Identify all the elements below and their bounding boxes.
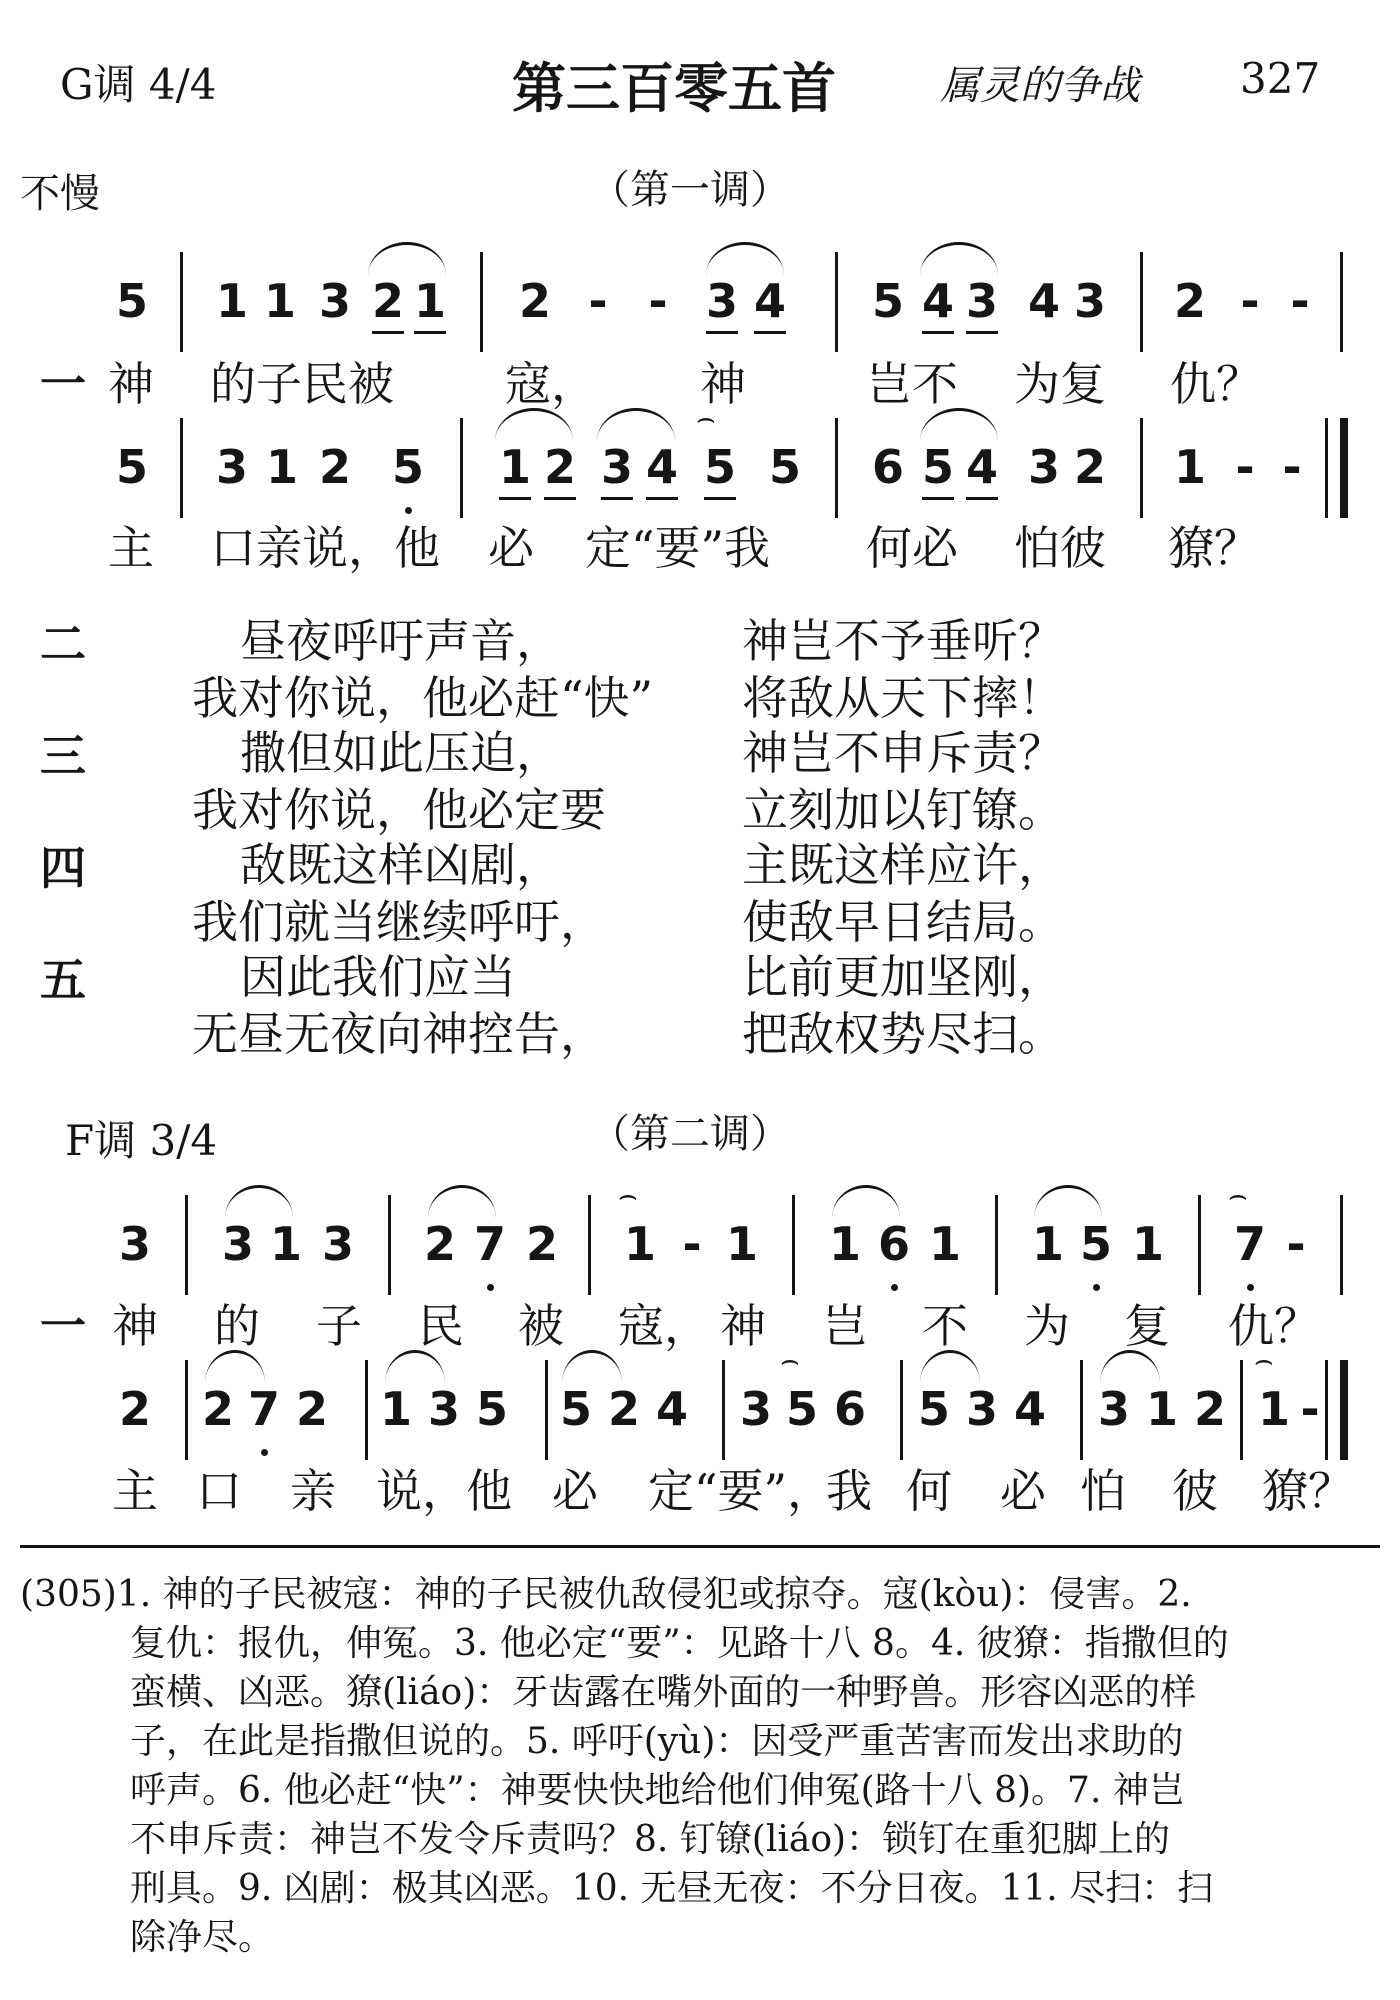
barline [1340, 252, 1343, 352]
note: 3 [1073, 274, 1106, 328]
note: 5 [1076, 1219, 1116, 1269]
barline [1325, 418, 1328, 518]
lyric: 他 [466, 1464, 512, 1518]
footnote-line: 复仇：报仇，伸冤。3. 他必定“要”：见路十八 8。4. 彼獠：指撒但的 [130, 1623, 1229, 1664]
lyric: 寇， [618, 1299, 710, 1353]
footnote-line: 蛮横、凶恶。獠(liáo)：牙齿露在嘴外面的一种野兽。形容凶恶的样 [130, 1672, 1197, 1713]
verse-line: 敌既这样凶剧， [240, 838, 562, 892]
footnote-line: 呼声。6. 他必赶“快”：神要快快地给他们伸冤(路十八 8)。7. 神岂 [130, 1770, 1185, 1811]
barline [1340, 1195, 1343, 1295]
fermata: ⌢ [696, 401, 716, 436]
note: 2 [295, 1382, 328, 1436]
lyric: 仇？ [1170, 357, 1262, 411]
note: 1 [1145, 1382, 1178, 1436]
verse-number: 一 [40, 1299, 86, 1353]
lyric: 神 [108, 357, 154, 411]
note: 3 [965, 1382, 998, 1436]
note: 4 [750, 276, 790, 326]
note: 1 [1257, 1382, 1290, 1436]
note: 3 [1027, 440, 1060, 494]
slur [706, 242, 784, 275]
lyric: 何必 [866, 521, 958, 575]
note: 2 [423, 1217, 456, 1271]
note: 1 [623, 1217, 656, 1271]
barline [995, 1195, 998, 1295]
lyric: 怕彼 [1014, 521, 1106, 575]
footnote-line: (305)1. 神的子民被寇：神的子民被仇敌侵犯或掠夺。寇(kòu)：侵害。2. [20, 1574, 1192, 1615]
barline [1198, 1195, 1201, 1295]
slur [920, 242, 998, 275]
note: - [1282, 440, 1302, 494]
final-barline [1340, 1360, 1348, 1460]
note: 5 [559, 1382, 592, 1436]
note: 5 [871, 274, 904, 328]
verse-number: 三 [40, 729, 86, 783]
note: 5 [115, 440, 148, 494]
lyric: 的 [214, 1299, 260, 1353]
verse-number: 一 [40, 357, 86, 411]
verse-line: 神岂不申斥责？ [742, 726, 1064, 780]
note: 4 [1027, 274, 1060, 328]
lyric: 民 [418, 1299, 464, 1353]
key-signature: F调 3/4 [65, 1116, 218, 1165]
note: 1 [269, 1217, 302, 1271]
lyric: 必 [1000, 1464, 1046, 1518]
fermata: ⌢ [1228, 1178, 1248, 1213]
note: 1 [379, 1382, 412, 1436]
lyric: 定“要”， [648, 1464, 834, 1518]
note: - [1290, 274, 1310, 328]
slur [368, 242, 446, 275]
verse-line: 将敌从天下摔！ [742, 671, 1064, 725]
barline [365, 1360, 368, 1460]
note: 5 [785, 1382, 818, 1436]
lyric: 彼 [1172, 1464, 1218, 1518]
lyric: 口 [196, 1464, 242, 1518]
note: 3 [427, 1382, 460, 1436]
barline [1080, 1360, 1083, 1460]
lyric: 口亲说，他 [210, 521, 440, 575]
verse-number: 二 [40, 617, 86, 671]
fermata: ⌢ [780, 1343, 800, 1378]
lyric: 神 [700, 357, 746, 411]
note: 1 [1131, 1217, 1164, 1271]
note: - [1286, 1217, 1306, 1271]
note: 2 [1073, 440, 1106, 494]
barline [722, 1360, 725, 1460]
note: 5 [917, 1382, 950, 1436]
barline [1140, 252, 1143, 352]
note: 2 [368, 276, 408, 326]
slur [832, 1185, 900, 1218]
verse-line: 我们就当继续呼吁， [192, 895, 606, 949]
footnote-line: 不申斥责：神岂不发令斥责吗？8. 钉镣(liáo)：锁钉在重犯脚上的 [130, 1819, 1171, 1860]
lyric: 必 [488, 521, 534, 575]
lyric: 我 [826, 1464, 872, 1518]
hymn-title: 第三百零五首 [512, 57, 836, 120]
verse-line: 使敌早日结局。 [742, 895, 1064, 949]
staff-tune2-row2 [0, 1343, 1400, 1460]
note: - [1235, 440, 1255, 494]
barline [792, 1195, 795, 1295]
note: 6 [871, 440, 904, 494]
note: 1 [215, 274, 248, 328]
note: 3 [1097, 1382, 1130, 1436]
tune-label-2: （第二调） [590, 1111, 790, 1157]
barline [900, 1360, 903, 1460]
lyric: 岂不 [866, 357, 958, 411]
note: 4 [655, 1382, 688, 1436]
note: - [1240, 274, 1260, 328]
page-number: 327 [1240, 54, 1321, 103]
lyric: 獠？ [1168, 521, 1260, 575]
note: 1 [263, 274, 296, 328]
note: 2 [201, 1382, 234, 1436]
note: 6 [874, 1219, 914, 1269]
slur [597, 408, 675, 441]
lyric: 岂 [822, 1299, 868, 1353]
lyric: 子 [316, 1299, 362, 1353]
note: 2 [318, 440, 351, 494]
lyric: 主 [108, 521, 154, 575]
note: 4 [962, 442, 1002, 492]
barline [185, 1195, 188, 1295]
verse-line: 撒但如此压迫， [240, 726, 562, 780]
lyric: 主 [112, 1464, 158, 1518]
note: 2 [540, 442, 580, 492]
note: 2 [518, 274, 551, 328]
barline [460, 418, 463, 518]
note: 1 [725, 1217, 758, 1271]
note: 7 [1230, 1219, 1270, 1269]
note: 3 [702, 276, 742, 326]
lyric: 寇， [505, 357, 597, 411]
note: - [588, 274, 608, 328]
hymn-category: 属灵的争战 [940, 63, 1140, 109]
note: 1 [1031, 1217, 1064, 1271]
barline [835, 418, 838, 518]
staff-tune1-row2 [0, 401, 1400, 518]
tempo-marking: 不慢 [20, 171, 100, 217]
lyric: 为 [1024, 1299, 1070, 1353]
lyric: 复 [1124, 1299, 1170, 1353]
lyric: 的子民被 [210, 357, 394, 411]
note: 2 [525, 1217, 558, 1271]
note: 2 [1173, 274, 1206, 328]
lyric: 神 [720, 1299, 766, 1353]
note: 3 [221, 1217, 254, 1271]
note: 1 [828, 1217, 861, 1271]
key-signature: G调 4/4 [60, 60, 217, 109]
note: 3 [597, 442, 637, 492]
lyric: 獠？ [1262, 1464, 1354, 1518]
note: 5 [115, 274, 148, 328]
note: 4 [1013, 1382, 1046, 1436]
note: - [648, 274, 668, 328]
lyric: 被 [518, 1299, 564, 1353]
lyric: 何 [906, 1464, 952, 1518]
slur [562, 1350, 622, 1383]
lyric: 说， [376, 1464, 468, 1518]
note: 3 [321, 1217, 354, 1271]
note: 5 [918, 442, 958, 492]
lyric: 为复 [1014, 357, 1106, 411]
note: 2 [607, 1382, 640, 1436]
note: 1 [495, 442, 535, 492]
footnote [20, 1570, 1380, 1962]
fermata: ⌢ [618, 1178, 638, 1213]
note: 5 [768, 440, 801, 494]
footnote-divider [20, 1545, 1380, 1548]
note: 4 [642, 442, 682, 492]
note: 3 [118, 1217, 151, 1271]
note: 7 [470, 1219, 510, 1269]
lyric: 不 [922, 1299, 968, 1353]
note: 3 [739, 1382, 772, 1436]
verse-line: 因此我们应当 [240, 950, 516, 1004]
verse-line: 我对你说，他必赶“快” [192, 671, 654, 725]
barline [588, 1195, 591, 1295]
note: 7 [244, 1384, 284, 1434]
note: 2 [118, 1382, 151, 1436]
verse-line: 无昼无夜向神控告， [192, 1007, 606, 1061]
verse-line: 比前更加坚刚， [742, 950, 1064, 1004]
slur [1034, 1185, 1102, 1218]
note: 1 [410, 276, 450, 326]
note: 3 [962, 276, 1002, 326]
note: - [1300, 1382, 1320, 1436]
verse-line: 立刻加以钉镣。 [742, 783, 1064, 837]
footnote-line: 除净尽。 [130, 1917, 275, 1958]
staff-tune1-row1 [0, 252, 1400, 352]
footnote-line: 子，在此是指撒但说的。5. 呼吁(yù)：因受严重苦害而发出求助的 [130, 1721, 1184, 1762]
barline [1140, 418, 1143, 518]
lyric: 仇？ [1228, 1299, 1320, 1353]
staff-tune2-row1 [0, 1178, 1400, 1295]
fermata: ⌢ [1254, 1343, 1274, 1378]
verse-line: 主既这样应许， [742, 838, 1064, 892]
note: 3 [318, 274, 351, 328]
lyric: 怕 [1080, 1464, 1126, 1518]
lyric: 定“要”我 [585, 521, 771, 575]
note: 5 [700, 442, 740, 492]
barline [480, 252, 483, 352]
final-barline [1340, 418, 1348, 518]
note: 1 [1173, 440, 1206, 494]
note: 4 [918, 276, 958, 326]
footnote-line: 刑具。9. 凶剧：极其凶恶。10. 无昼无夜：不分日夜。11. 尽扫：扫 [130, 1868, 1214, 1909]
barline [388, 1195, 391, 1295]
verse-number: 四 [40, 841, 86, 895]
note: 3 [215, 440, 248, 494]
note: 2 [1193, 1382, 1226, 1436]
note: 1 [265, 440, 298, 494]
tune-label-1: （第一调） [590, 167, 790, 213]
note: 6 [833, 1382, 866, 1436]
slur [225, 1185, 293, 1218]
barline [180, 418, 183, 518]
verse-line: 昼夜呼吁声音， [240, 614, 562, 668]
barline [180, 252, 183, 352]
verse-number: 五 [40, 953, 86, 1007]
note: 1 [928, 1217, 961, 1271]
note: 5 [475, 1382, 508, 1436]
verse-line: 把敌权势尽扫。 [742, 1007, 1064, 1061]
note: 5 [388, 442, 428, 492]
barline [835, 252, 838, 352]
verse-line: 神岂不予垂听？ [742, 614, 1064, 668]
slur [428, 1185, 496, 1218]
lyric: 神 [112, 1299, 158, 1353]
note: - [682, 1217, 702, 1271]
barline [185, 1360, 188, 1460]
lyric: 亲 [290, 1464, 336, 1518]
barline [1240, 1360, 1243, 1460]
barline [545, 1360, 548, 1460]
lyric: 必 [552, 1464, 598, 1518]
verse-line: 我对你说，他必定要 [192, 783, 606, 837]
